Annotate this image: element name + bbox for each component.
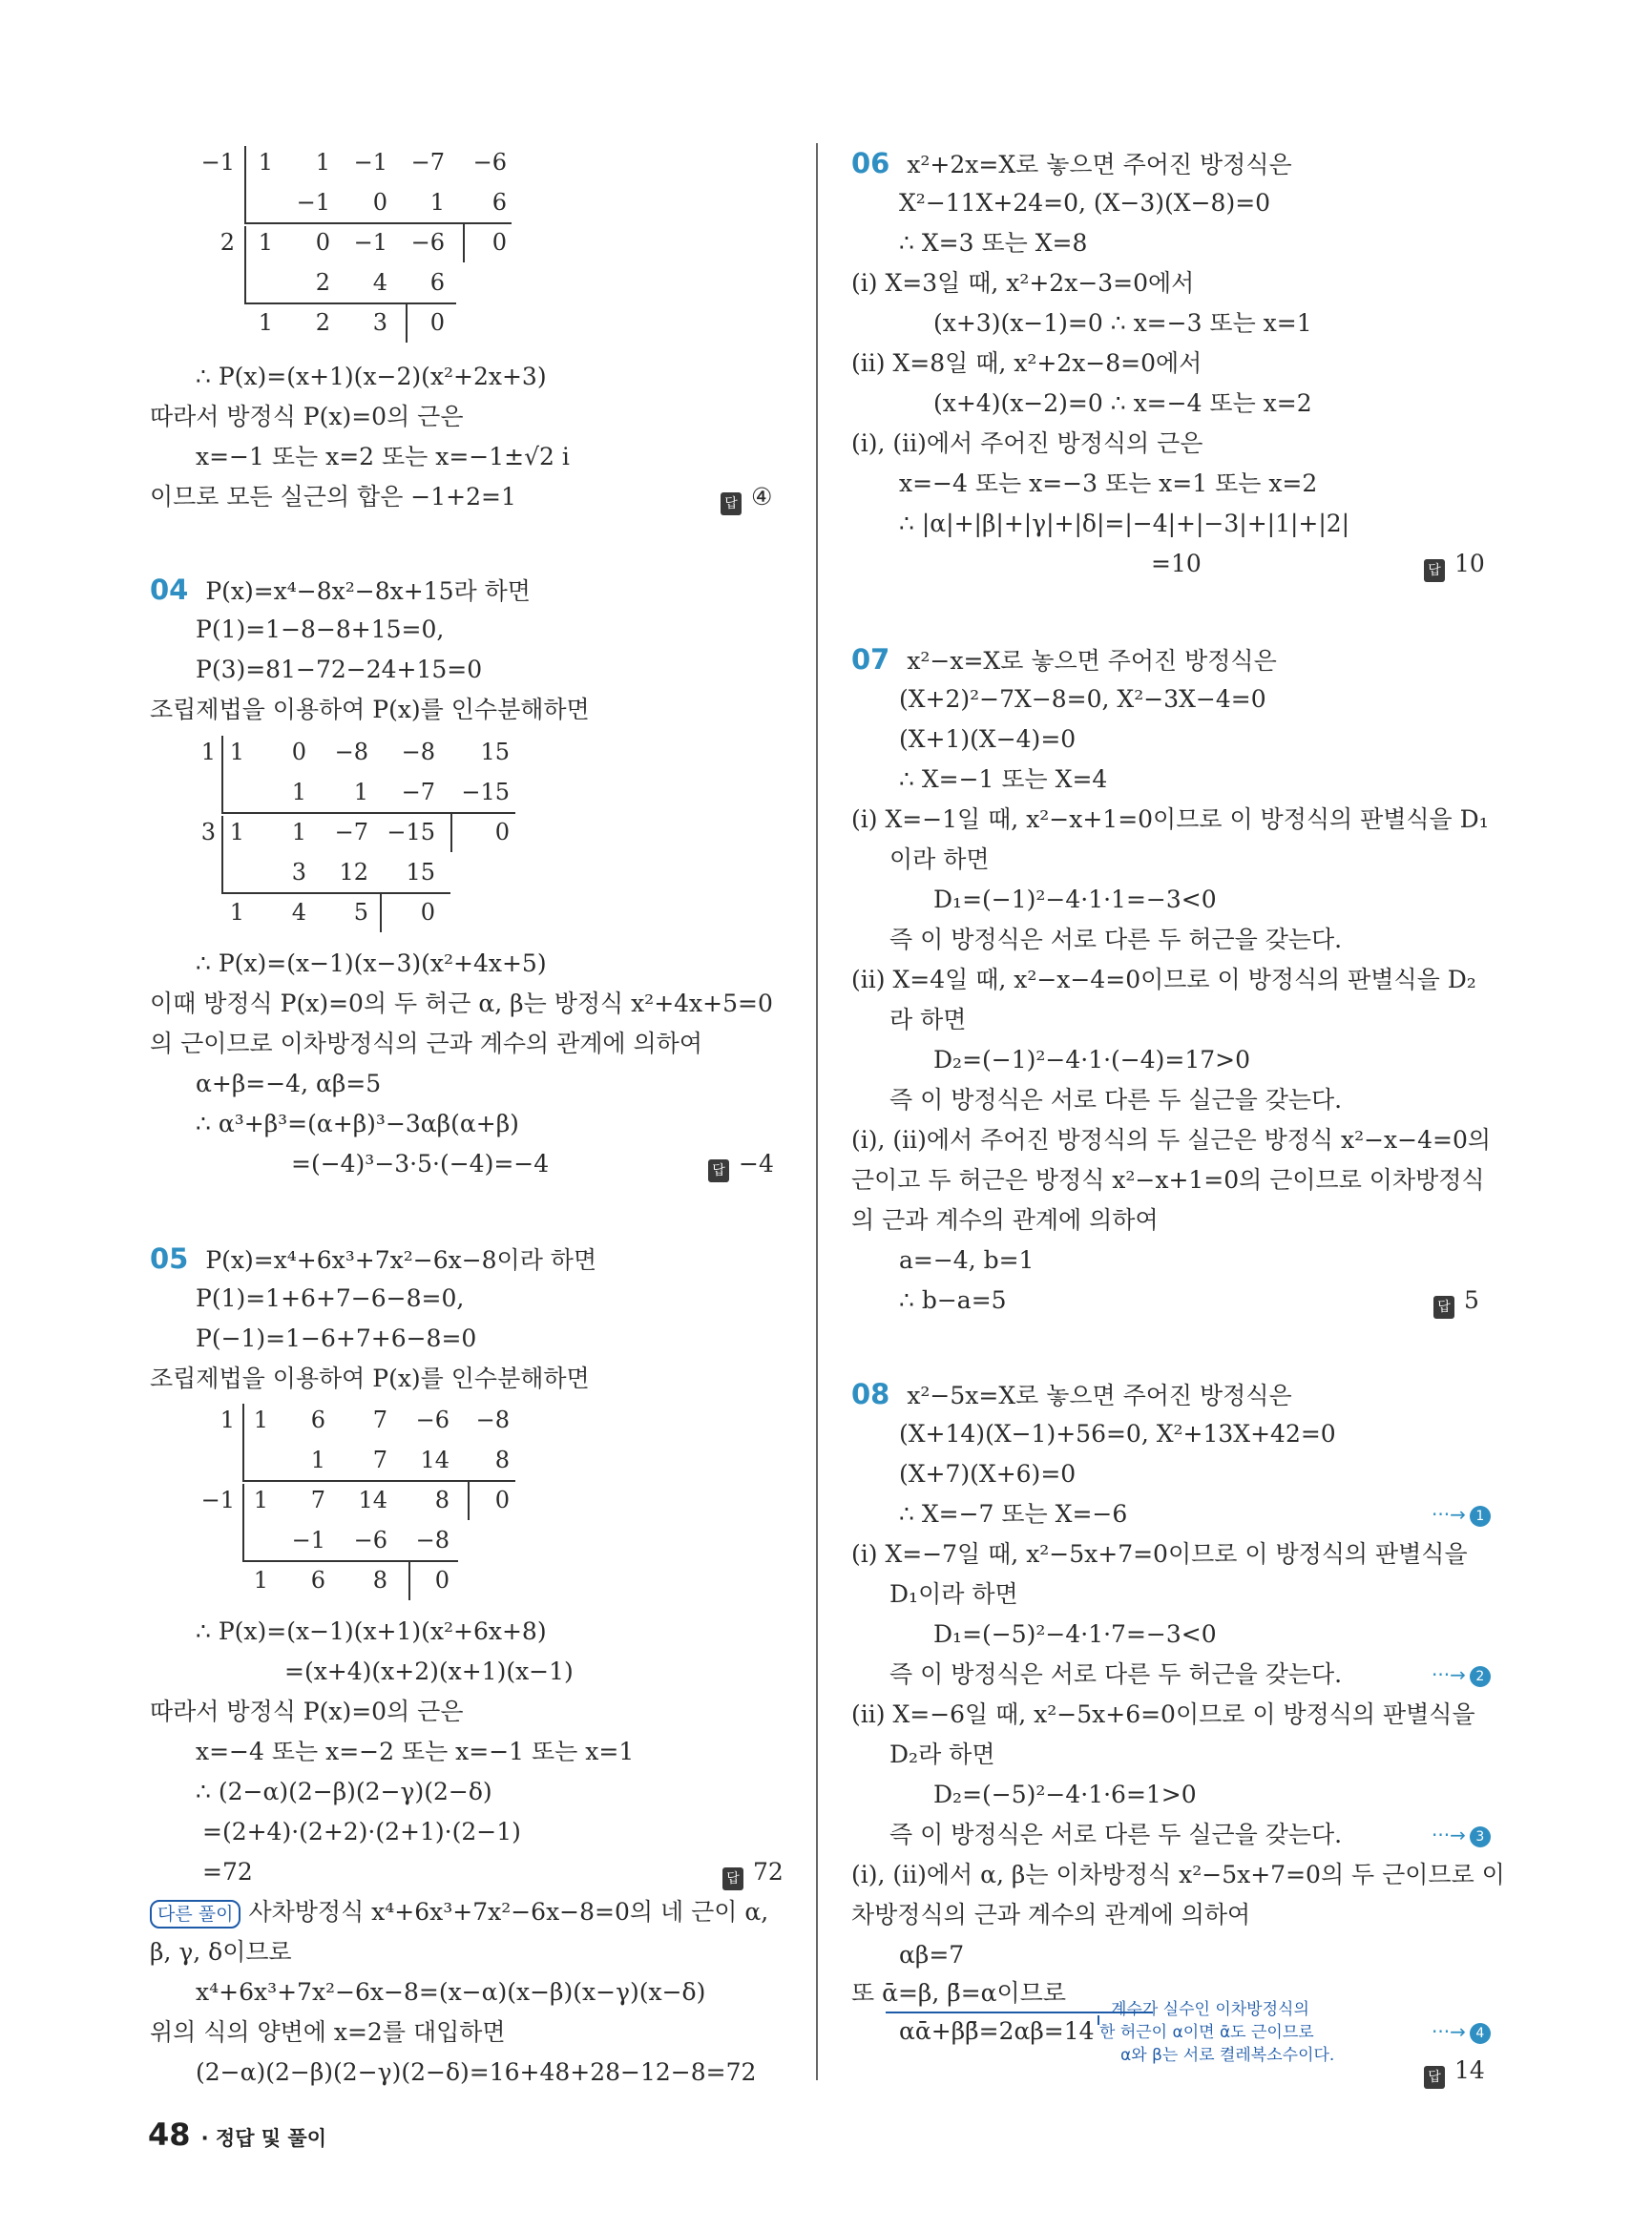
sd-cell: 1 — [429, 189, 445, 216]
sd-cell: 2 — [315, 269, 330, 296]
text-line: 의 근이므로 이차방정식의 근과 계수의 관계에 의하여 — [150, 1030, 702, 1057]
sd-cell: 6 — [429, 269, 445, 296]
text-line: 이므로 모든 실근의 합은 −1+2=1 — [150, 483, 516, 511]
text-line: ∴ P(x)=(x+1)(x−2)(x²+2x+3) — [196, 363, 547, 390]
text-line: 즉 이 방정식은 서로 다른 두 실근을 갖는다. — [889, 1086, 1343, 1114]
sd-cell: −15 — [387, 819, 435, 845]
alt-solution-label: 다른 풀이 — [150, 1900, 240, 1929]
text-line: =(−4)³−3·5·(−4)=−4 — [291, 1150, 550, 1178]
sd-cell: −7 — [334, 819, 368, 845]
text-line: (ⅱ) X=8일 때, x²+2x−8=0에서 — [851, 349, 1202, 377]
sd-cell: 1 — [310, 1447, 325, 1473]
sd-remainder: 0 — [494, 1487, 510, 1513]
text-line: P(−1)=1−6+7+6−8=0 — [196, 1324, 477, 1352]
text-line: (X+2)²−7X−8=0, X²−3X−4=0 — [899, 685, 1266, 713]
sd-remainder: 0 — [434, 1567, 450, 1594]
sd-cell: 1 — [353, 779, 368, 805]
sd-root: 1 — [200, 739, 216, 765]
text-line: β, γ, δ이므로 — [150, 1938, 292, 1966]
text-line: (ⅱ) X=4일 때, x²−x−4=0이므로 이 방정식의 판별식을 D₂ — [851, 966, 1476, 993]
problem-number: 07 — [851, 643, 890, 676]
answer-04: 답 −4 — [708, 1147, 774, 1182]
sd-cell: 8 — [494, 1447, 510, 1473]
sd-cell: 14 — [420, 1447, 450, 1473]
sd-cell: −8 — [475, 1407, 510, 1433]
text-line: ∴ P(x)=(x−1)(x−3)(x²+4x+5) — [196, 949, 547, 977]
text-line: 조립제법을 이용하여 P(x)를 인수분해하면 — [150, 1365, 590, 1392]
step-marker-3: ···→ 3 — [1432, 1824, 1491, 1847]
sd-cell: 3 — [291, 859, 306, 886]
answer-07: 답 5 — [1433, 1283, 1479, 1319]
alt-solution — [150, 1895, 768, 1929]
text-line: ∴ P(x)=(x−1)(x+1)(x²+6x+8) — [196, 1617, 547, 1645]
text-line: ∴ X=3 또는 X=8 — [899, 229, 1088, 257]
sd-cell: −6 — [415, 1407, 450, 1433]
text-line: αβ=7 — [899, 1941, 965, 1969]
text-line: D₁=(−5)²−4·1·7=−3<0 — [933, 1620, 1217, 1648]
text-line: D₁=(−1)²−4·1·1=−3<0 — [933, 886, 1217, 913]
sd-cell: 1 — [253, 1407, 268, 1433]
column-divider — [816, 143, 818, 2080]
sd-remainder: 0 — [429, 309, 445, 336]
sd-cell: 8 — [372, 1567, 387, 1594]
page-footer — [148, 2116, 326, 2153]
sd-cell: 1 — [258, 149, 273, 176]
text-line: (x+3)(x−1)=0 ∴ x=−3 또는 x=1 — [933, 309, 1312, 337]
text-line: D₂=(−5)²−4·1·6=1>0 — [933, 1781, 1197, 1808]
problem-06 — [851, 146, 1292, 182]
sd-cell: 0 — [315, 229, 330, 256]
answer-08: 답 14 — [1424, 2054, 1485, 2089]
text-line: 따라서 방정식 P(x)=0의 근은 — [150, 1698, 464, 1725]
text-line: D₂=(−1)²−4·1·(−4)=17>0 — [933, 1046, 1251, 1074]
sd-cell: −8 — [401, 739, 435, 765]
sd-cell: 4 — [372, 269, 387, 296]
footer-label: · 정답 및 풀이 — [200, 2127, 326, 2150]
problem-05 — [150, 1241, 596, 1278]
sd-cell: 15 — [480, 739, 510, 765]
sd-root: 1 — [220, 1407, 235, 1433]
sd-cell: 7 — [372, 1447, 387, 1473]
sd-cell: 1 — [229, 739, 244, 765]
margin-note: 계수가 실수인 이차방정식의 한 허근이 α이면 ᾱ도 근이므로 α와 β는 서로 켤레복소수이다. — [1099, 2000, 1335, 2065]
sd-remainder: 0 — [420, 899, 435, 926]
sd-cell: −7 — [410, 149, 445, 176]
text-line: x²−x=X로 놓으면 주어진 방정식은 — [907, 647, 1277, 675]
sd-cell: 8 — [434, 1487, 450, 1513]
text-line: x⁴+6x³+7x²−6x−8=(x−α)(x−β)(x−γ)(x−δ) — [196, 1978, 706, 2006]
text-line: 즉 이 방정식은 서로 다른 두 허근을 갖는다. — [889, 926, 1343, 953]
answer-05: 답 72 — [722, 1855, 784, 1890]
sd-root: −1 — [200, 1487, 235, 1513]
text-line: 차방정식의 근과 계수의 관계에 의하여 — [851, 1901, 1251, 1929]
text-line: 사차방정식 x⁴+6x³+7x²−6x−8=0의 네 근이 α, — [248, 1898, 769, 1926]
sd-cell: 1 — [253, 1567, 268, 1594]
text-line: 라 하면 — [889, 1006, 967, 1033]
sd-cell: −6 — [410, 229, 445, 256]
text-line: P(x)=x⁴−8x²−8x+15라 하면 — [205, 577, 531, 605]
sd-cell: −7 — [401, 779, 435, 805]
text-line: (ⅰ), (ⅱ)에서 α, β는 이차방정식 x²−5x+7=0의 두 근이므로 이 — [851, 1861, 1505, 1888]
sd-cell: 3 — [372, 309, 387, 336]
sd-cell: 6 — [310, 1567, 325, 1594]
answer-icon: 답 — [721, 492, 742, 515]
answer-icon: 답 — [1424, 2066, 1445, 2089]
sd-cell: −1 — [353, 229, 387, 256]
sd-cell: 0 — [372, 189, 387, 216]
text-line: P(1)=1−8−8+15=0, — [196, 615, 445, 643]
text-line: 즉 이 방정식은 서로 다른 두 허근을 갖는다. — [889, 1660, 1343, 1688]
sd-cell: 0 — [291, 739, 306, 765]
problem-04 — [150, 573, 531, 609]
text-line: D₂라 하면 — [889, 1741, 995, 1768]
text-line: 이라 하면 — [889, 845, 990, 873]
sd-cell: −1 — [353, 149, 387, 176]
text-line: x=−4 또는 x=−2 또는 x=−1 또는 x=1 — [196, 1738, 635, 1765]
problem-number: 04 — [150, 573, 189, 606]
problem-07 — [851, 642, 1277, 678]
text-line: P(x)=x⁴+6x³+7x²−6x−8이라 하면 — [205, 1246, 597, 1274]
text-line: (ⅰ), (ⅱ)에서 주어진 방정식의 두 실근은 방정식 x²−x−4=0의 — [851, 1126, 1491, 1154]
text-line: (ⅰ) X=3일 때, x²+2x−3=0에서 — [851, 269, 1195, 297]
answer-icon: 답 — [1433, 1296, 1454, 1319]
problem-number: 08 — [851, 1378, 890, 1410]
answer-06: 답 10 — [1424, 547, 1485, 582]
text-line: 위의 식의 양변에 x=2를 대입하면 — [150, 2018, 506, 2046]
step-marker-2: ···→ 2 — [1432, 1663, 1491, 1687]
text-line: =72 — [202, 1858, 253, 1886]
sd-cell: 1 — [229, 899, 244, 926]
sd-cell: −6 — [472, 149, 507, 176]
text-line: (X+14)(X−1)+56=0, X²+13X+42=0 — [899, 1420, 1336, 1448]
problem-number: 06 — [851, 147, 890, 179]
sd-cell: 6 — [310, 1407, 325, 1433]
text-line: αᾱ+ββ̄=2αβ=14 — [899, 2017, 1095, 2045]
step-number: 3 — [1470, 1826, 1491, 1847]
step-number: 4 — [1470, 2023, 1491, 2044]
sd-cell: −15 — [461, 779, 510, 805]
step-number: 2 — [1470, 1666, 1491, 1687]
text-line: (2−α)(2−β)(2−γ)(2−δ)=16+48+28−12−8=72 — [196, 2058, 757, 2086]
sd-cell: −1 — [296, 189, 330, 216]
text-line: 즉 이 방정식은 서로 다른 두 실근을 갖는다. — [889, 1821, 1343, 1848]
step-marker-1: ···→ 1 — [1432, 1503, 1491, 1527]
sd-cell: 1 — [291, 819, 306, 845]
step-marker-4: ···→ 4 — [1432, 2020, 1491, 2044]
problem-number: 05 — [150, 1242, 189, 1275]
sd-cell: 5 — [353, 899, 368, 926]
answer-03: 답 ④ — [721, 480, 772, 515]
text-line: (ⅰ) X=−7일 때, x²−5x+7=0이므로 이 방정식의 판별식을 — [851, 1540, 1468, 1568]
text-line: =(x+4)(x+2)(x+1)(x−1) — [284, 1658, 574, 1685]
sd-root: −1 — [200, 149, 235, 176]
text-line: =10 — [1151, 550, 1202, 577]
sd-root: 3 — [200, 819, 216, 845]
text-line: (ⅰ), (ⅱ)에서 주어진 방정식의 근은 — [851, 429, 1203, 457]
sd-cell: 15 — [406, 859, 435, 886]
sd-cell: 7 — [372, 1407, 387, 1433]
text-line: ∴ α³+β³=(α+β)³−3αβ(α+β) — [196, 1110, 519, 1137]
text-line: (x+4)(x−2)=0 ∴ x=−4 또는 x=2 — [933, 389, 1312, 417]
sd-cell: 14 — [358, 1487, 387, 1513]
answer-icon: 답 — [708, 1159, 729, 1182]
text-line: α+β=−4, αβ=5 — [196, 1070, 382, 1097]
text-line: X²−11X+24=0, (X−3)(X−8)=0 — [899, 189, 1271, 217]
sd-cell: 1 — [229, 819, 244, 845]
text-line: a=−4, b=1 — [899, 1246, 1035, 1274]
sd-cell: −6 — [353, 1527, 387, 1553]
text-line: 따라서 방정식 P(x)=0의 근은 — [150, 403, 464, 430]
text-line: ∴ X=−1 또는 X=4 — [899, 765, 1108, 793]
text-line: (ⅰ) X=−1일 때, x²−x+1=0이므로 이 방정식의 판별식을 D₁ — [851, 805, 1489, 833]
sd-cell: −1 — [291, 1527, 325, 1553]
text-line: 의 근과 계수의 관계에 의하여 — [851, 1206, 1159, 1234]
text-line: 근이고 두 허근은 방정식 x²−x+1=0의 근이므로 이차방정식 — [851, 1166, 1485, 1194]
sd-cell: 7 — [310, 1487, 325, 1513]
sd-cell: −8 — [415, 1527, 450, 1553]
sd-cell: 1 — [315, 149, 330, 176]
answer-icon: 답 — [1424, 559, 1445, 582]
sd-remainder: 0 — [491, 229, 507, 256]
text-line: x²+2x=X로 놓으면 주어진 방정식은 — [907, 151, 1292, 178]
text-line: D₁이라 하면 — [889, 1580, 1018, 1608]
sd-cell: 2 — [315, 309, 330, 336]
text-line: (ⅱ) X=−6일 때, x²−5x+6=0이므로 이 방정식의 판별식을 — [851, 1700, 1475, 1728]
answer-icon: 답 — [722, 1867, 743, 1890]
text-line: ∴ b−a=5 — [899, 1286, 1007, 1314]
page-number: 48 — [148, 2116, 191, 2153]
text-line: 또 ᾱ=β, β̄=α이므로 — [851, 1979, 1067, 2007]
sd-cell: 6 — [491, 189, 507, 216]
text-line: ∴ |α|+|β|+|γ|+|δ|=|−4|+|−3|+|1|+|2| — [899, 510, 1350, 537]
text-line: 이때 방정식 P(x)=0의 두 허근 α, β는 방정식 x²+4x+5=0 — [150, 990, 773, 1017]
sd-cell: 1 — [258, 309, 273, 336]
text-line: ∴ X=−7 또는 X=−6 — [899, 1500, 1128, 1528]
text-line: 조립제법을 이용하여 P(x)를 인수분해하면 — [150, 696, 590, 723]
text-line: P(1)=1+6+7−6−8=0, — [196, 1284, 465, 1312]
text-line: x=−1 또는 x=2 또는 x=−1±√2 i — [196, 443, 570, 470]
step-number: 1 — [1470, 1506, 1491, 1527]
text-line: x=−4 또는 x=−3 또는 x=1 또는 x=2 — [899, 469, 1318, 497]
text-line: x²−5x=X로 놓으면 주어진 방정식은 — [907, 1382, 1292, 1409]
sd-cell: 1 — [291, 779, 306, 805]
text-line: (X+7)(X+6)=0 — [899, 1460, 1077, 1488]
problem-08 — [851, 1377, 1292, 1413]
sd-remainder: 0 — [494, 819, 510, 845]
sd-cell: 1 — [258, 229, 273, 256]
sd-root: 2 — [220, 229, 235, 256]
sd-cell: 12 — [339, 859, 368, 886]
text-line: (X+1)(X−4)=0 — [899, 725, 1077, 753]
text-line: P(3)=81−72−24+15=0 — [196, 656, 483, 683]
text-line: ∴ (2−α)(2−β)(2−γ)(2−δ) — [196, 1778, 492, 1805]
sd-cell: 4 — [291, 899, 306, 926]
sd-cell: 1 — [253, 1487, 268, 1513]
text-line: =(2+4)·(2+2)·(2+1)·(2−1) — [202, 1818, 521, 1845]
sd-cell: −8 — [334, 739, 368, 765]
